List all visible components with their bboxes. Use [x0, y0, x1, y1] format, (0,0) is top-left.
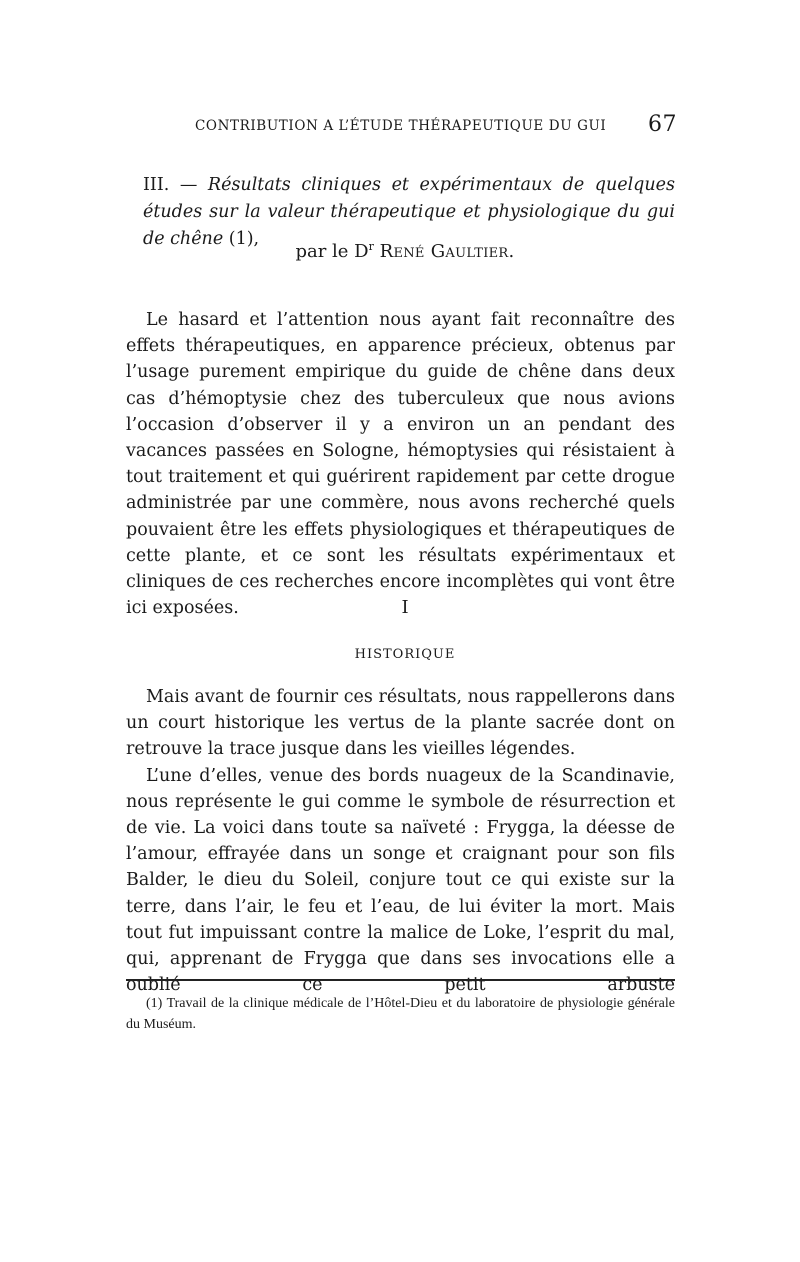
- article-title-text: Résultats cliniques et expérimentaux de quelques études sur la valeur thérapeutique et physiologique du gui de chêne: [143, 175, 675, 249]
- intro-paragraph: Le hasard et l’attention nous ayant fait reconnaître des effets thérapeutiques, en apparence précieux, obtenus par l’usage purement empirique du guide de chêne dans deux cas d’hémoptysie chez des tuberculeux que nous avions l’occasion d’observer il y a environ un an pendant des vacances passées en Sologne, hémoptysies qui résistaient à tout traitement et qui guérirent rapidement par cette drogue administrée par une commère, nous avons recherché quels pouvaient être les effets physiologiques et thérapeutiques de cette plante, et ce sont les résultats expérimentaux et cliniques de ces recherches encore incomplètes qui vont être ici exposées.: [126, 310, 675, 619]
- footnote-divider: [126, 979, 675, 981]
- section-body: [126, 684, 675, 998]
- section-paragraph-2: L’une d’elles, venue des bords nuageux de la Scandinavie, nous représente le gui comme le symbole de résurrection et de vie. La voici dans toute sa naïveté : Frygga, la déesse de l’amour, effrayée dans un songe et craignant pour son fils Balder, le dieu du Soleil, conjure tout ce qui existe sur la terre, dans l’air, le feu et l’eau, de lui éviter la mort. Mais tout fut impuissant contre la malice de Loke, l’esprit du mal, qui, apprenant de Frygga que dans ses invocations elle a oublié ce petit arbuste: [126, 765, 675, 996]
- author-line: [0, 240, 800, 262]
- section-heading: HISTORIQUE: [354, 647, 456, 662]
- section-paragraph-1: Mais avant de fournir ces résultats, nous rappellerons dans un court historique les vertus de la plante sacrée dont on retrouve la trace jusque dans les vieilles légendes.: [126, 687, 675, 760]
- author-prefix: par le D: [295, 241, 369, 262]
- section-number: I: [401, 597, 409, 618]
- author-title-superscript: r: [368, 240, 374, 253]
- running-header: CONTRIBUTION A L’ÉTUDE THÉRAPEUTIQUE DU GUI: [195, 118, 607, 134]
- page-number: 67: [648, 112, 677, 137]
- intro-block: [126, 307, 675, 621]
- author-name: René Gaultier.: [379, 241, 515, 262]
- footnote: (1) Travail de la clinique médicale de l’Hôtel-Dieu et du laboratoire de physiologie générale du Muséum.: [126, 996, 675, 1032]
- article-number: III. —: [143, 175, 208, 195]
- footnote-reference[interactable]: (1),: [223, 229, 260, 249]
